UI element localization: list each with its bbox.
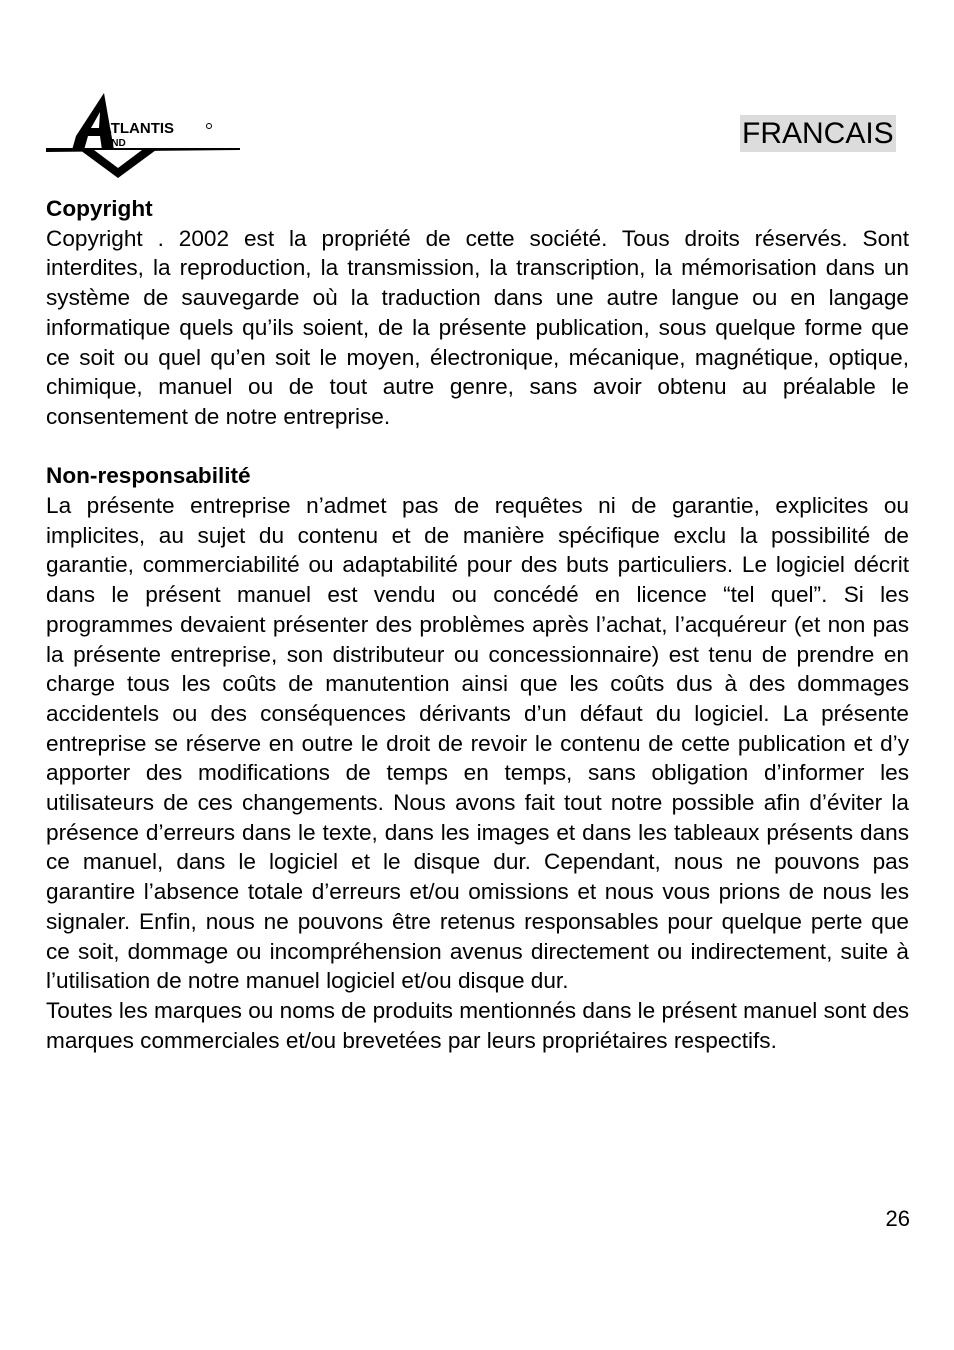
atlantis-logo-graphic <box>44 88 244 184</box>
disclaimer-heading: Non-responsabilité <box>46 463 251 489</box>
disclaimer-paragraph: La présente entreprise n’admet pas de requêtes ni de garantie, explicites ou implicites, au sujet du contenu et de manière spécifique exclu la possibilité de garantie, commerciabilité ou adaptabilité pour des buts particuliers. Le logiciel décrit dans le présent manuel est vendu ou concédé en licence “tel quel”. Si les programmes devaient présenter des problèmes après l’achat, l’acquéreur (et non pas la présente entreprise, son distributeur ou concessionnaire) est tenu de prendre en charge tous les coûts de manutention ainsi que les coûts dus à des dommages accidentels ou des conséquences dérivants d’un défaut du logiciel. La présente entreprise se réserve en outre le droit de revoir le contenu de cette publication et d’y apporter des modifications de temps en temps, sans obligation d’informer les utilisateurs de ces changements. Nous avons fait tout notre possible afin d’éviter la présence d’erreurs dans le texte, dans les images et dans les tableaux présents dans ce manuel, dans le logiciel et le disque dur. Cependant, nous ne pouvons pas garantire l’absence totale d’erreurs et/ou omissions et nous vous prions de nous les signaler. Enfin, nous ne pouvons être retenus responsables pour quelque perte que ce soit, dommage ou incompréhension avenus directement ou indirectement, suite à l’utilisation de notre manuel logiciel et/ou disque dur. <box>46 493 909 994</box>
document-body <box>46 194 909 1055</box>
logo-subtext: AND <box>104 138 126 149</box>
logo-wordmark: ATLANTIS <box>101 120 175 137</box>
copyright-paragraph: Copyright . 2002 est la propriété de cette société. Tous droits réservés. Sont interdites, la reproduction, la transmission, la transcription, la mémorisation dans un système de sauvegarde où la traduction dans une autre langue ou en langage informatique quels qu’ils soient, de la présente publication, sous quelque forme que ce soit ou quel qu’en soit le moyen, électronique, mécanique, magnétique, optique, chimique, manuel ou de tout autre genre, sans avoir obtenu au préalable le consentement de notre entreprise. <box>46 225 909 429</box>
trademarks-paragraph: Toutes les marques ou noms de produits mentionnés dans le présent manuel sont des marques commerciales et/ou brevetées par leurs propriétaires respectifs. <box>46 997 909 1053</box>
section-spacer <box>46 432 909 462</box>
language-label: FRANCAIS <box>742 117 894 150</box>
atlantis-logo <box>44 88 244 184</box>
copyright-heading: Copyright <box>46 196 153 221</box>
page-number: 26 <box>885 1206 910 1231</box>
